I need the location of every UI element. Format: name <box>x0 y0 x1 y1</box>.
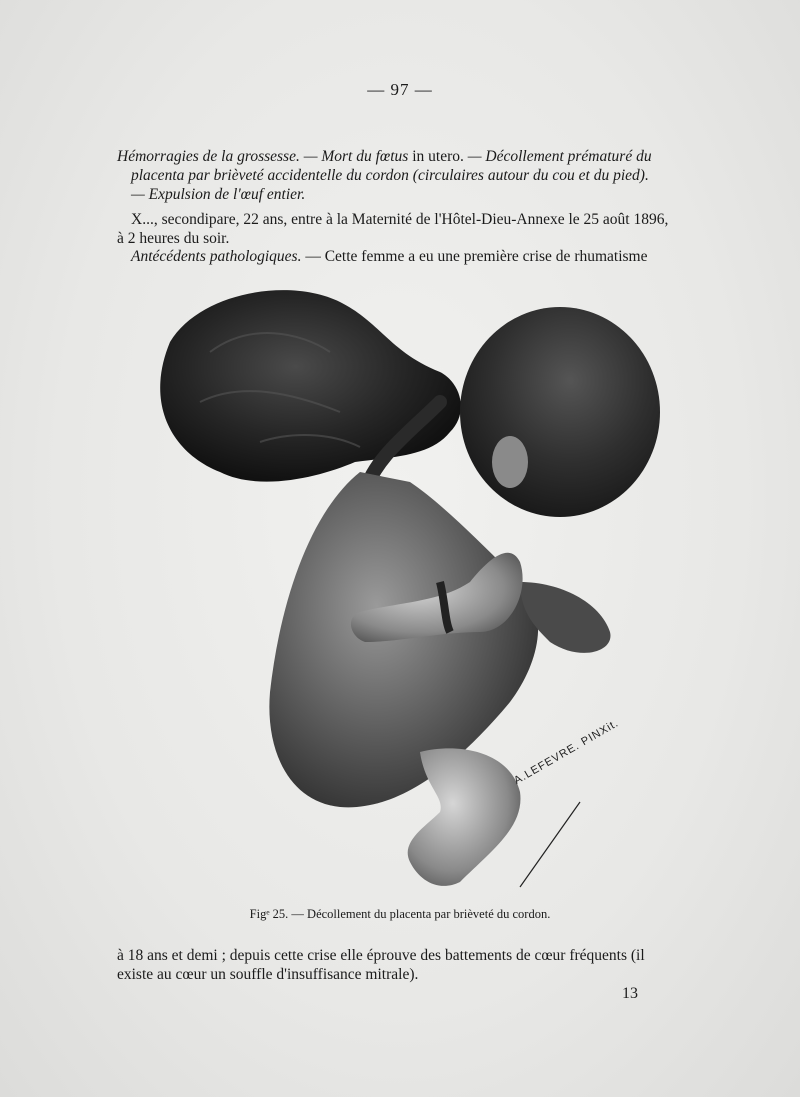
heading-line-3: — Expulsion de l'œuf entier. <box>131 186 306 203</box>
heading-part-b: in utero. <box>412 148 464 165</box>
heading-part-a: Hémorragies de la grossesse. — Mort du fœtus <box>117 148 413 165</box>
case-heading <box>117 147 697 204</box>
heading-line-2: placenta par brièveté accidentelle du cordon (circulaires autour du cou et du pied). <box>131 167 649 184</box>
fetus-head <box>460 307 660 517</box>
sheet-number: 13 <box>622 985 638 1002</box>
antecedents-text: — Cette femme a eu une première crise de rhumatisme <box>301 248 648 265</box>
paragraph-continuation-line-1: à 18 ans et demi ; depuis cette crise elle éprouve des battements de cœur fréquents (il <box>117 947 645 964</box>
placenta <box>160 290 461 482</box>
page-number: — 97 — <box>367 80 433 99</box>
fetus-illustration <box>140 282 670 892</box>
paragraph-admission-line-2: à 2 heures du soir. <box>117 230 230 247</box>
artist-signature: A.LEFEVRE. PINXit. <box>512 717 621 787</box>
paragraph-admission-line-1: X..., secondipare, 22 ans, entre à la Maternité de l'Hôtel-Dieu-Annexe le 25 août 1896, <box>131 211 669 228</box>
signature-stroke <box>520 802 580 887</box>
paragraph-continuation <box>117 946 697 984</box>
heading-line-1 <box>117 147 697 166</box>
fetus-body <box>269 472 538 807</box>
heading-part-c: — Décollement prématuré du <box>463 148 652 165</box>
paragraph-antecedents <box>117 247 697 266</box>
paragraph-admission <box>117 210 697 248</box>
fetus-leg <box>408 748 521 886</box>
figure-caption: Figᵉ 25. — Décollement du placenta par brièveté du cordon. <box>249 907 551 921</box>
paragraph-continuation-line-2: existe au cœur un souffle d'insuffisance mitrale). <box>117 966 419 983</box>
antecedents-label: Antécédents pathologiques. <box>131 248 302 265</box>
